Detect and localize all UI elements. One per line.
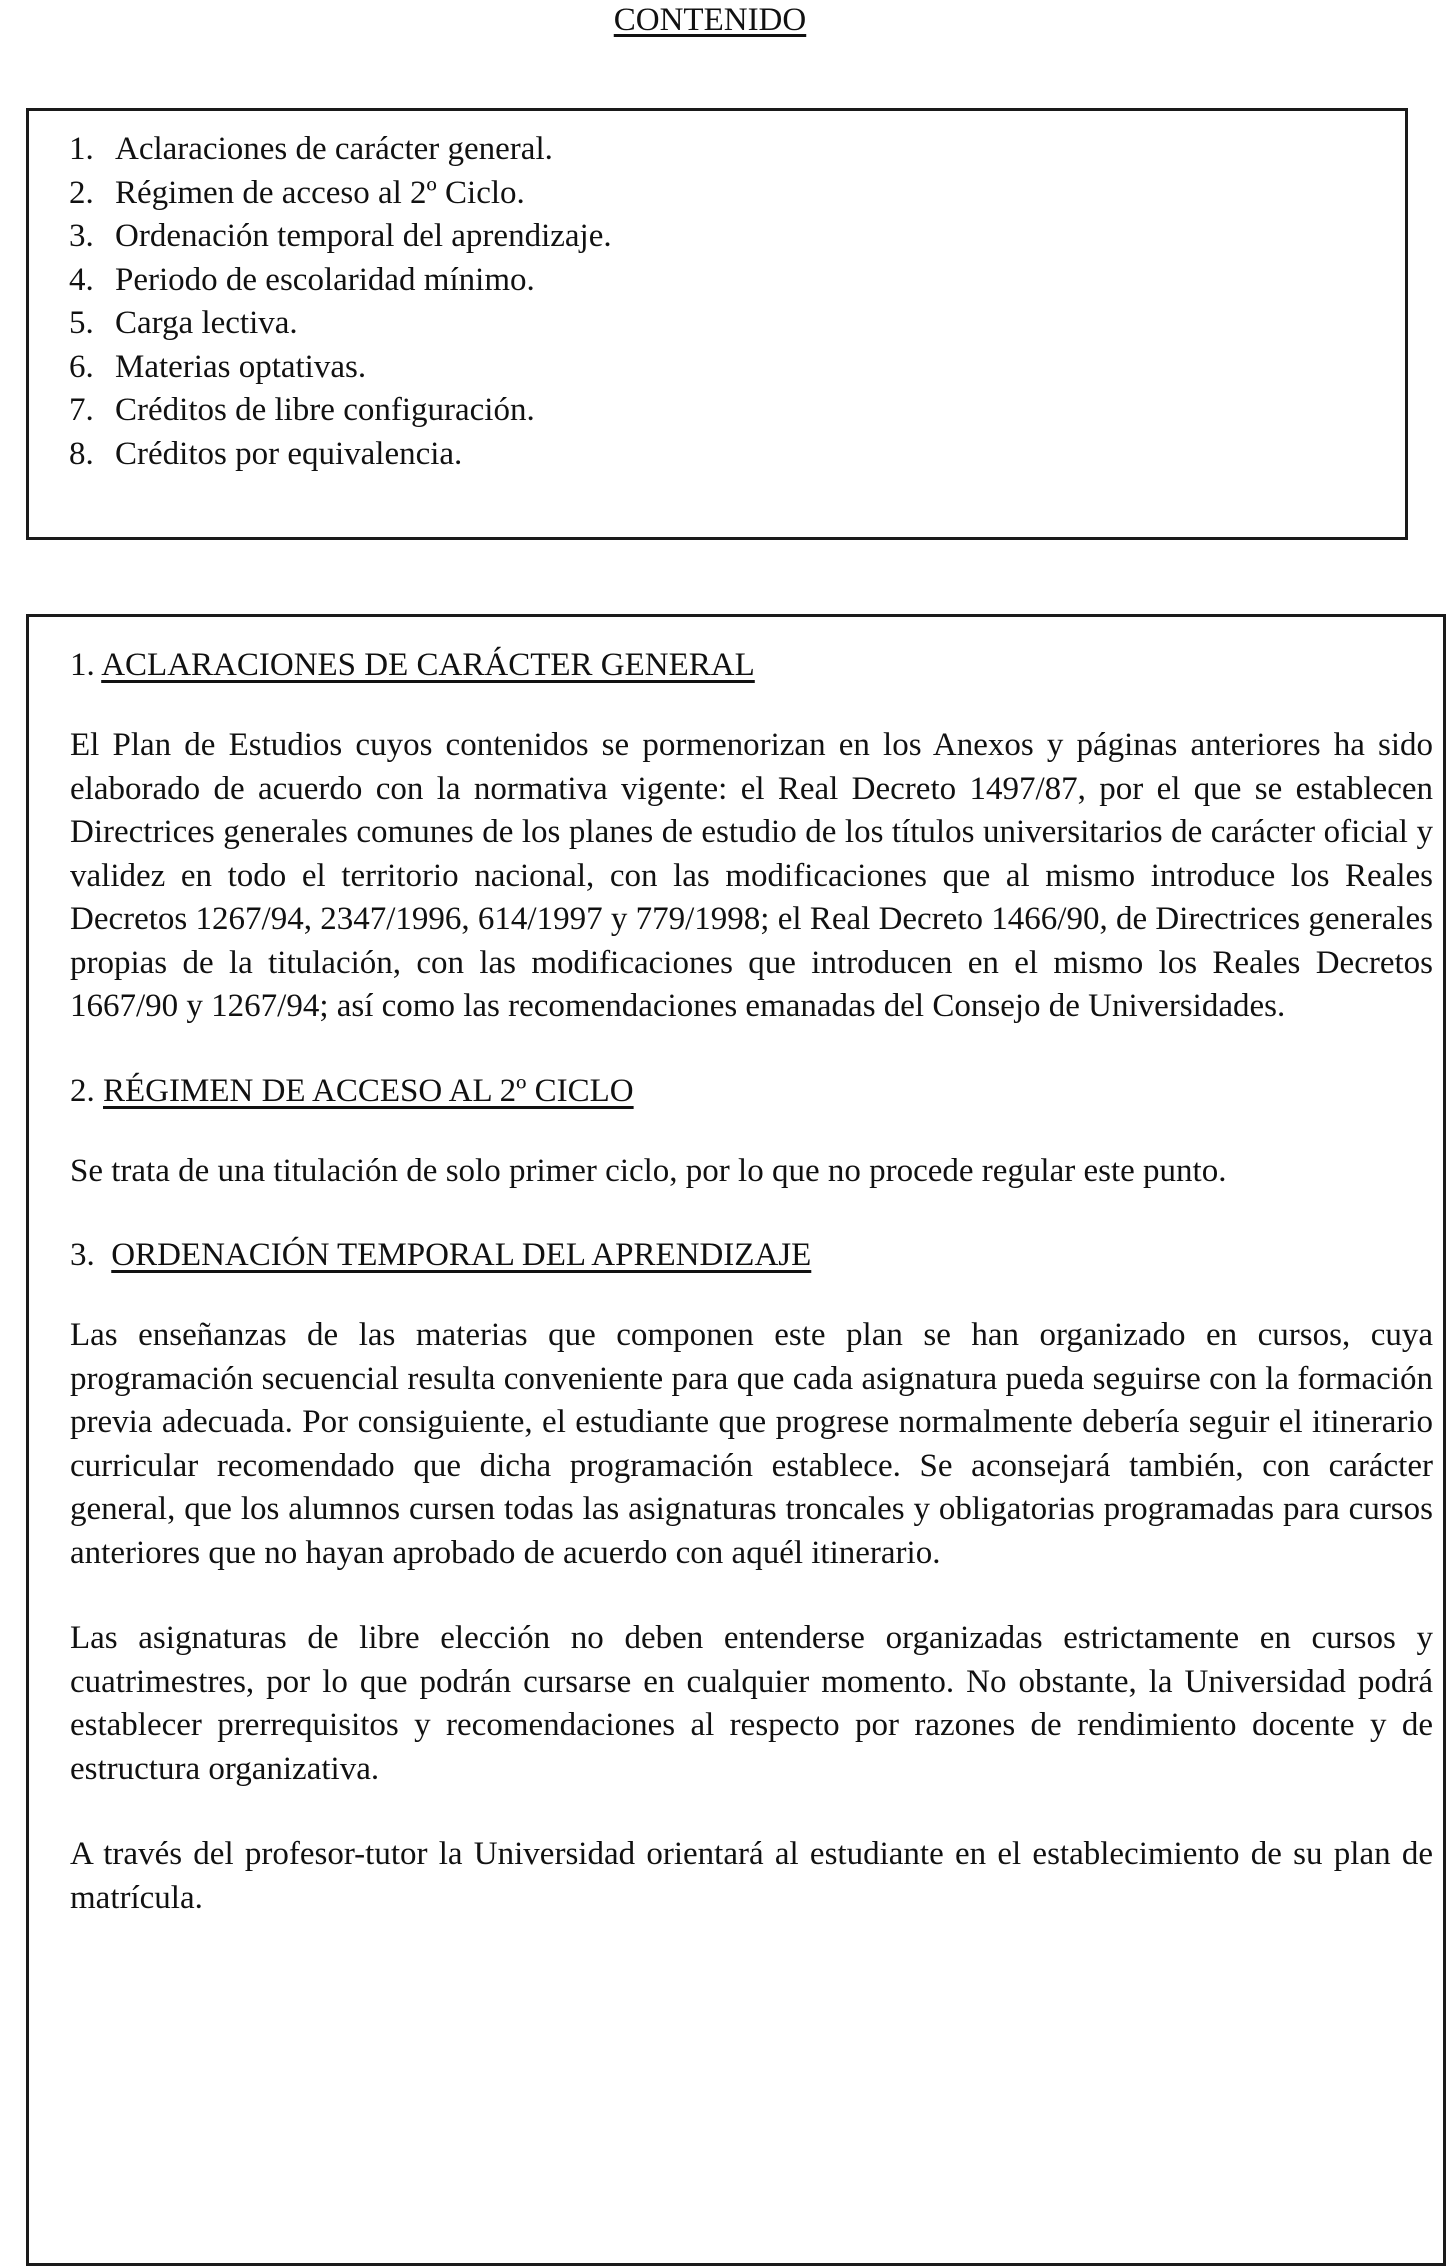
toc-item xyxy=(69,302,612,346)
paragraph: El Plan de Estudios cuyos contenidos se pormenorizan en los Anexos y páginas anteriores ha sido elaborado de acuerdo con la normativa vigente: el Real Decreto 1497/87, por el que se establecen Directrices generales comunes de los planes de estudio de los títulos universitarios de carácter oficial y validez en todo el territorio nacional, con las modificaciones que al mismo introduce los Reales Decretos 1267/94, 2347/1996, 614/1997 y 779/1998; el Real Decreto 1466/90, de Directrices generales propias de la titulación, con las modificaciones que introducen en el mismo los Reales Decretos 1667/90 y 1267/94; así como las recomendaciones emanadas del Consejo de Universidades. xyxy=(70,727,1433,1024)
paragraph: Las enseñanzas de las materias que componen este plan se han organizado en cursos, cuya programación secuencial resulta conveniente para que cada asignatura pueda seguirse con la formación previa adecuada. Por consiguiente, el estudiante que progrese normalmente debería seguir el itinerario curricular recomendado que dicha programación establece. Se aconsejará también, con carácter general, que los alumnos cursen todas las asignaturas troncales y obligatorias programadas para cursos anteriores que no hayan aprobado de acuerdo con aquél itinerario. xyxy=(70,1317,1433,1571)
section-heading xyxy=(70,643,1433,688)
paragraph: A través del profesor-tutor la Universidad orientará al estudiante en el establecimiento de su plan de matrícula. xyxy=(70,1836,1433,1916)
toc-item-number: 1. xyxy=(69,131,94,167)
page-title: CONTENIDO xyxy=(613,2,807,38)
toc-item xyxy=(69,389,612,433)
content-body xyxy=(70,643,1433,1920)
toc-item-label: Créditos por equivalencia. xyxy=(115,435,463,472)
table-of-contents xyxy=(26,108,1408,540)
content-box xyxy=(26,614,1446,2266)
toc-item-label: Créditos de libre configuración. xyxy=(115,392,535,428)
section-heading xyxy=(70,1233,1433,1278)
toc-item-number: 5. xyxy=(69,305,94,341)
section-temporal-ordering xyxy=(70,1233,1433,1920)
toc-item-label: Régimen de acceso al 2º Ciclo. xyxy=(115,174,525,211)
toc-item xyxy=(69,128,612,172)
section-number: 2. xyxy=(70,1072,95,1109)
toc-item-label: Periodo de escolaridad mínimo. xyxy=(115,261,535,298)
toc-item xyxy=(69,215,612,259)
toc-item xyxy=(69,259,612,303)
section-title: ACLARACIONES DE CARÁCTER GENERAL xyxy=(101,647,755,683)
toc-item xyxy=(69,346,612,390)
toc-item-number: 6. xyxy=(69,348,94,385)
section-title: ORDENACIÓN TEMPORAL DEL APRENDIZAJE xyxy=(111,1237,812,1273)
toc-item xyxy=(69,433,612,477)
toc-item-number: 7. xyxy=(69,392,94,428)
section-heading xyxy=(70,1069,1433,1114)
section-number: 1. xyxy=(70,647,95,683)
paragraph: Se trata de una titulación de solo primer ciclo, por lo que no procede regular este punto. xyxy=(70,1152,1227,1189)
toc-item-number: 2. xyxy=(69,174,94,211)
section-title: RÉGIMEN DE ACCESO AL 2º CICLO xyxy=(103,1072,634,1109)
toc-item-number: 4. xyxy=(69,261,94,298)
toc-item-label: Aclaraciones de carácter general. xyxy=(115,131,553,167)
toc-item-number: 3. xyxy=(69,218,94,254)
section-number: 3. xyxy=(70,1237,95,1273)
toc-item-label: Carga lectiva. xyxy=(115,305,298,341)
toc-list xyxy=(69,128,612,476)
toc-item-label: Materias optativas. xyxy=(115,348,367,385)
paragraph: Las asignaturas de libre elección no deben entenderse organizadas estrictamente en cursos y cuatrimestres, por lo que podrán cursarse en cualquier momento. No obstante, la Universidad podrá establecer prerrequisitos y recomendaciones al respecto por razones de rendimiento docente y de estructura organizativa. xyxy=(70,1620,1433,1787)
section-general-clarifications xyxy=(70,643,1433,1029)
section-access-regime xyxy=(70,1069,1433,1194)
toc-item xyxy=(69,172,612,216)
toc-item-label: Ordenación temporal del aprendizaje. xyxy=(115,218,612,254)
toc-item-number: 8. xyxy=(69,435,94,472)
